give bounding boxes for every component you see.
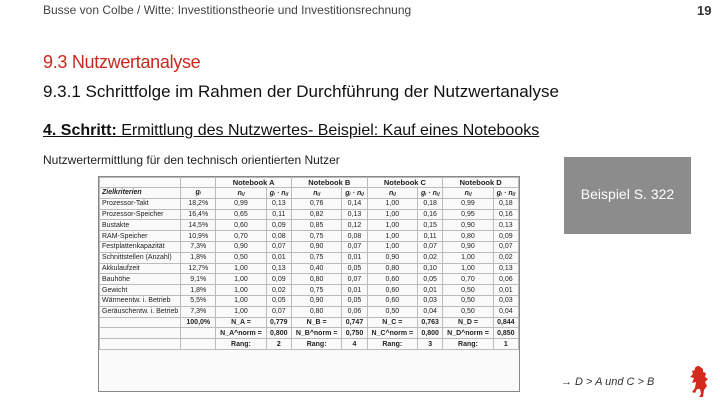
table-cell: 0,10 — [418, 263, 443, 274]
table-cell: 0,90 — [367, 252, 417, 263]
step-label: 4. Schritt: — [43, 122, 117, 139]
utility-table-image — [98, 176, 520, 392]
table-cell: 0,11 — [418, 231, 443, 242]
table-cell: 0,50 — [443, 285, 493, 296]
table-cell: 0,60 — [367, 295, 417, 306]
table-cell: gᵢ · nᵢⱼ — [418, 188, 443, 199]
table-cell: 0,82 — [291, 209, 341, 220]
table-cell: 1,00 — [367, 220, 417, 231]
table-cell: 0,05 — [342, 263, 367, 274]
table-cell: 0,13 — [342, 209, 367, 220]
table-cell: 1,00 — [367, 231, 417, 242]
table-cell: 0,763 — [418, 317, 443, 328]
table-cell: 0,70 — [443, 274, 493, 285]
table-cell: Wärmeentw. i. Betrieb — [100, 295, 181, 306]
table-cell: Notebook C — [367, 178, 443, 188]
table-cell: Rang: — [367, 339, 417, 350]
table-cell: 1,8% — [181, 285, 216, 296]
page-number: 19 — [697, 3, 712, 18]
table-cell: 0,50 — [216, 252, 266, 263]
table-cell: 0,75 — [291, 285, 341, 296]
section-title: 9.3 Nutzwertanalyse — [43, 52, 201, 72]
table-cell: 0,70 — [216, 231, 266, 242]
table-cell: 0,40 — [291, 263, 341, 274]
table-row — [100, 306, 519, 317]
table-cell: 0,01 — [266, 252, 291, 263]
table-cell: N_B = — [291, 317, 341, 328]
table-cell: Rang: — [443, 339, 493, 350]
table-cell: 0,747 — [342, 317, 367, 328]
table-cell: 7,3% — [181, 306, 216, 317]
table-group-header — [100, 178, 519, 188]
table-cell: 1 — [493, 339, 518, 350]
table-cell: 0,60 — [367, 274, 417, 285]
table-cell: 0,07 — [418, 241, 443, 252]
table-cell — [100, 328, 181, 339]
table-cell: 1,00 — [216, 274, 266, 285]
table-cell: 14,5% — [181, 220, 216, 231]
table-row — [100, 220, 519, 231]
table-cell: 0,09 — [493, 231, 518, 242]
table-cell: Rang: — [216, 339, 266, 350]
table-row — [100, 241, 519, 252]
table-subheader — [100, 188, 519, 199]
table-cell: 0,06 — [493, 274, 518, 285]
step-text: Ermittlung des Nutzwertes- Beispiel: Kauf eines Notebooks — [116, 122, 540, 139]
table-cell: nᵢⱼ — [216, 188, 266, 199]
table-cell: Rang: — [291, 339, 341, 350]
table-cell: 0,800 — [266, 328, 291, 339]
table-cell: 0,04 — [493, 306, 518, 317]
table-cell: 0,80 — [291, 274, 341, 285]
table-cell: 0,95 — [443, 209, 493, 220]
example-reference-box: Beispiel S. 322 — [564, 157, 691, 234]
table-cell: Zielkriterien — [100, 188, 181, 199]
table-cell — [181, 178, 216, 188]
table-cell: Prozessor-Takt — [100, 198, 181, 209]
table-cell: 0,07 — [342, 241, 367, 252]
table-cell: 0,01 — [493, 285, 518, 296]
utility-table — [99, 177, 519, 350]
table-cell: 1,00 — [216, 285, 266, 296]
table-cell: 0,01 — [342, 285, 367, 296]
table-cell: nᵢⱼ — [367, 188, 417, 199]
table-cell: 10,9% — [181, 231, 216, 242]
table-cell: 0,14 — [342, 198, 367, 209]
table-cell: Schnittstellen (Anzahl) — [100, 252, 181, 263]
table-cell: Geräuschentw. i. Betrieb — [100, 306, 181, 317]
table-cell: 12,7% — [181, 263, 216, 274]
table-cell: Gewicht — [100, 285, 181, 296]
table-cell: 0,750 — [342, 328, 367, 339]
table-cell: 0,09 — [266, 220, 291, 231]
table-cell: 0,50 — [367, 306, 417, 317]
table-cell: 1,00 — [216, 306, 266, 317]
table-cell: gᵢ · nᵢⱼ — [342, 188, 367, 199]
table-cell: 0,90 — [291, 241, 341, 252]
table-cell: 16,4% — [181, 209, 216, 220]
table-cell: 0,11 — [266, 209, 291, 220]
table-cell: N_D = — [443, 317, 493, 328]
table-row — [100, 274, 519, 285]
table-cell: gᵢ · nᵢⱼ — [266, 188, 291, 199]
table-cell: 0,844 — [493, 317, 518, 328]
table-cell: 0,04 — [418, 306, 443, 317]
table-caption: Nutzwertermittlung für den technisch orientierten Nutzer — [43, 153, 340, 167]
table-cell: 1,00 — [443, 252, 493, 263]
table-cell: 7,3% — [181, 241, 216, 252]
table-cell: 9,1% — [181, 274, 216, 285]
table-cell: 0,12 — [342, 220, 367, 231]
table-cell: 0,13 — [493, 263, 518, 274]
table-normalized-row — [100, 328, 519, 339]
table-cell: 100,0% — [181, 317, 216, 328]
table-cell: 0,50 — [443, 295, 493, 306]
table-cell: 0,75 — [291, 252, 341, 263]
table-row — [100, 295, 519, 306]
table-cell: 18,2% — [181, 198, 216, 209]
table-cell: 0,07 — [266, 241, 291, 252]
table-cell: Notebook D — [443, 178, 519, 188]
table-cell: 0,800 — [418, 328, 443, 339]
table-cell: Notebook A — [216, 178, 292, 188]
table-cell: Festplattenkapazität — [100, 241, 181, 252]
table-cell: 0,90 — [216, 241, 266, 252]
table-cell: 0,02 — [418, 252, 443, 263]
table-cell: 4 — [342, 339, 367, 350]
table-cell: 0,16 — [493, 209, 518, 220]
table-cell: gᵢ · nᵢⱼ — [493, 188, 518, 199]
table-cell: 0,779 — [266, 317, 291, 328]
table-cell: 0,03 — [493, 295, 518, 306]
table-cell: 0,99 — [216, 198, 266, 209]
table-cell: Notebook B — [291, 178, 367, 188]
table-cell: Bauhöhe — [100, 274, 181, 285]
table-cell: 1,00 — [216, 295, 266, 306]
table-cell: 0,18 — [418, 198, 443, 209]
table-cell: 0,15 — [418, 220, 443, 231]
course-header: Busse von Colbe / Witte: Investitionstheorie und Investitionsrechnung — [43, 3, 412, 17]
table-cell: 0,05 — [342, 295, 367, 306]
table-cell: 0,85 — [291, 220, 341, 231]
table-cell: 0,60 — [216, 220, 266, 231]
table-cell: Bustakte — [100, 220, 181, 231]
table-cell: 0,09 — [266, 274, 291, 285]
table-cell — [181, 339, 216, 350]
table-cell: 0,80 — [443, 231, 493, 242]
table-cell: 0,03 — [418, 295, 443, 306]
step-heading — [43, 122, 539, 140]
table-cell: RAM-Speicher — [100, 231, 181, 242]
table-cell: 0,13 — [493, 220, 518, 231]
table-sum-row — [100, 317, 519, 328]
table-cell: N_A = — [216, 317, 266, 328]
table-cell: 0,05 — [266, 295, 291, 306]
table-cell: 0,850 — [493, 328, 518, 339]
table-row — [100, 209, 519, 220]
table-cell: Prozessor-Speicher — [100, 209, 181, 220]
table-cell: 1,00 — [367, 198, 417, 209]
subsection-title: 9.3.1 Schrittfolge im Rahmen der Durchführung der Nutzwertanalyse — [43, 82, 559, 101]
table-cell: 0,07 — [266, 306, 291, 317]
table-cell: 0,06 — [342, 306, 367, 317]
table-cell: 0,75 — [291, 231, 341, 242]
table-cell — [181, 328, 216, 339]
table-cell — [100, 178, 181, 188]
table-cell: 0,05 — [418, 274, 443, 285]
table-cell: 1,8% — [181, 252, 216, 263]
table-cell: 0,60 — [367, 285, 417, 296]
table-cell: 0,80 — [291, 306, 341, 317]
table-cell: 0,76 — [291, 198, 341, 209]
table-cell: 0,13 — [266, 198, 291, 209]
table-cell — [100, 339, 181, 350]
table-cell: 0,50 — [443, 306, 493, 317]
table-cell: 1,00 — [443, 263, 493, 274]
table-rank-row — [100, 339, 519, 350]
conclusion-text: → D > A und C > B — [561, 376, 655, 388]
table-cell: 0,08 — [342, 231, 367, 242]
table-cell: 0,90 — [443, 241, 493, 252]
table-cell: 0,07 — [342, 274, 367, 285]
table-cell: N_A^norm = — [216, 328, 266, 339]
table-cell: 0,90 — [291, 295, 341, 306]
table-cell: N_C = — [367, 317, 417, 328]
table-cell: 0,80 — [367, 263, 417, 274]
table-row — [100, 252, 519, 263]
table-cell: 1,00 — [216, 263, 266, 274]
table-row — [100, 263, 519, 274]
table-row — [100, 285, 519, 296]
table-cell: 0,02 — [493, 252, 518, 263]
table-cell: gᵢ — [181, 188, 216, 199]
table-cell — [100, 317, 181, 328]
table-cell: N_B^norm = — [291, 328, 341, 339]
table-cell: 0,65 — [216, 209, 266, 220]
bear-logo-icon — [686, 364, 712, 400]
table-cell: 0,01 — [418, 285, 443, 296]
table-cell: N_D^norm = — [443, 328, 493, 339]
table-cell: 0,08 — [266, 231, 291, 242]
table-cell: 3 — [418, 339, 443, 350]
table-cell: 0,18 — [493, 198, 518, 209]
table-row — [100, 198, 519, 209]
table-cell: N_C^norm = — [367, 328, 417, 339]
table-cell: 0,01 — [342, 252, 367, 263]
table-cell: 1,00 — [367, 209, 417, 220]
table-row — [100, 231, 519, 242]
table-cell: 0,16 — [418, 209, 443, 220]
table-cell: Akkulaufzeit — [100, 263, 181, 274]
table-cell: 1,00 — [367, 241, 417, 252]
table-cell: 5,5% — [181, 295, 216, 306]
table-cell: 0,02 — [266, 285, 291, 296]
table-cell: 2 — [266, 339, 291, 350]
table-cell: 0,07 — [493, 241, 518, 252]
table-cell: 0,99 — [443, 198, 493, 209]
table-cell: nᵢⱼ — [291, 188, 341, 199]
table-cell: 0,13 — [266, 263, 291, 274]
table-cell: 0,90 — [443, 220, 493, 231]
table-cell: nᵢⱼ — [443, 188, 493, 199]
